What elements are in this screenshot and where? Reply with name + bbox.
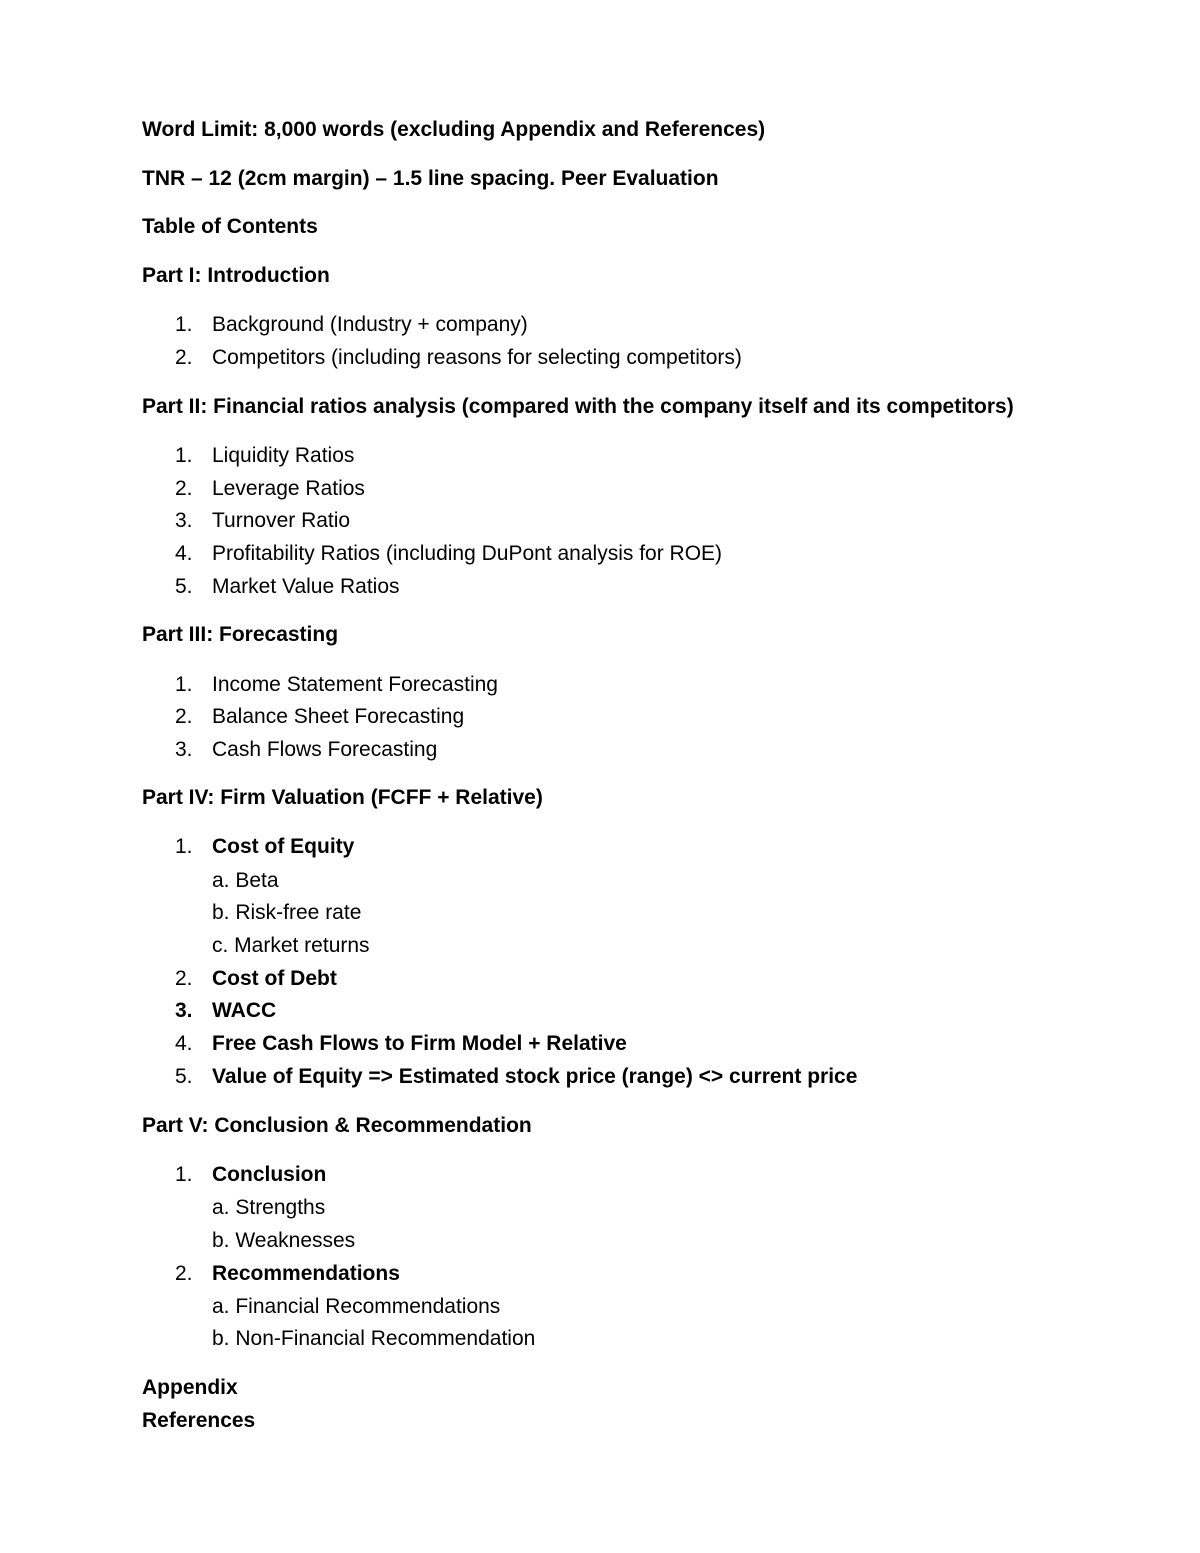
list-number: 1. (175, 444, 193, 467)
list-number: 1. (175, 1163, 193, 1186)
list-item: Cost of Debt (212, 967, 337, 990)
list-number: 2. (175, 705, 193, 728)
format-line: TNR – 12 (2cm margin) – 1.5 line spacing. Peer Evaluation (142, 167, 719, 190)
list-number: 2. (175, 477, 193, 500)
list-item: Background (Industry + company) (212, 313, 528, 336)
sub-item: b. Weaknesses (212, 1229, 356, 1252)
list-item: Turnover Ratio (212, 509, 351, 532)
list-item: Value of Equity => Estimated stock price (range) <> current price (212, 1065, 858, 1088)
list-number: 2. (175, 967, 193, 990)
appendix-heading: Appendix (142, 1376, 238, 1399)
part-4-title: Part IV: Firm Valuation (FCFF + Relative) (142, 786, 543, 809)
part-2-title: Part II: Financial ratios analysis (compared with the company itself and its competitors) (142, 395, 1014, 418)
list-item: Leverage Ratios (212, 477, 365, 500)
part-1-title: Part I: Introduction (142, 264, 330, 287)
list-number: 3. (175, 509, 193, 532)
list-item: Cash Flows Forecasting (212, 738, 438, 761)
toc-title: Table of Contents (142, 215, 318, 238)
list-item: Market Value Ratios (212, 575, 400, 598)
list-number: 1. (175, 313, 193, 336)
sub-item: a. Financial Recommendations (212, 1295, 501, 1318)
part-3-title: Part III: Forecasting (142, 623, 339, 646)
sub-item: a. Strengths (212, 1196, 326, 1219)
list-number: 4. (175, 542, 193, 565)
list-number: 4. (175, 1032, 193, 1055)
list-item: Liquidity Ratios (212, 444, 355, 467)
list-number: 2. (175, 1262, 193, 1285)
list-number: 1. (175, 835, 193, 858)
list-number: 1. (175, 673, 193, 696)
list-item: Free Cash Flows to Firm Model + Relative (212, 1032, 627, 1055)
list-item: Profitability Ratios (including DuPont analysis for ROE) (212, 542, 723, 565)
list-item: WACC (212, 999, 277, 1022)
sub-item: b. Non-Financial Recommendation (212, 1327, 536, 1350)
sub-item: c. Market returns (212, 934, 370, 957)
sub-item: b. Risk-free rate (212, 901, 362, 924)
list-number: 5. (175, 575, 193, 598)
list-number: 5. (175, 1065, 193, 1088)
list-item: Balance Sheet Forecasting (212, 705, 465, 728)
list-item: Recommendations (212, 1262, 400, 1285)
list-number: 2. (175, 346, 193, 369)
part-5-title: Part V: Conclusion & Recommendation (142, 1114, 532, 1137)
list-item: Competitors (including reasons for selecting competitors) (212, 346, 742, 369)
list-number: 3. (175, 738, 193, 761)
list-item: Income Statement Forecasting (212, 673, 498, 696)
word-limit-line: Word Limit: 8,000 words (excluding Appendix and References) (142, 118, 766, 141)
list-number: 3. (175, 999, 193, 1022)
sub-item: a. Beta (212, 869, 279, 892)
references-heading: References (142, 1409, 256, 1432)
list-item: Conclusion (212, 1163, 327, 1186)
list-item: Cost of Equity (212, 835, 355, 858)
